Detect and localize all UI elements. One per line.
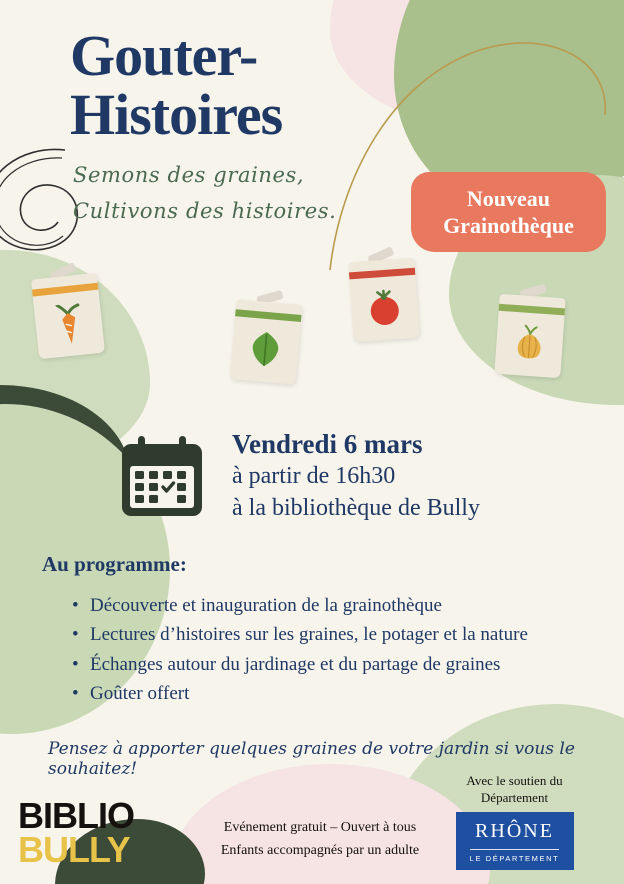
lettuce-seed-packet	[230, 299, 303, 384]
rhone-logo	[456, 812, 574, 870]
footer-info-line-1: Evénement gratuit – Ouvert à tous	[223, 820, 417, 836]
tomato-seed-packet	[348, 257, 419, 341]
carrot-seed-packet	[31, 272, 105, 358]
carrot-icon	[47, 302, 91, 350]
partner-block	[427, 772, 602, 870]
badge-line-2: Grainothèque	[443, 213, 574, 238]
programme-heading: Au programme:	[42, 551, 187, 576]
page-title	[70, 0, 584, 148]
footer-info-line-2: Enfants accompagnés par un adulte	[220, 842, 420, 858]
title-line-1: Gouter-	[70, 23, 258, 88]
biblio-bully-logo	[18, 795, 134, 870]
event-date: Vendredi 6 mars	[232, 428, 423, 459]
seed-packets-illustration	[40, 254, 584, 404]
calendar-icon	[118, 432, 206, 520]
rhone-logo-subtitle: LE DÉPARTEMENT	[470, 849, 560, 863]
logo-line-2: BULLY	[18, 828, 130, 870]
leaf-icon	[243, 328, 288, 370]
onion-seed-packet	[494, 293, 565, 377]
event-location: à la bibliothèque de Bully	[232, 494, 480, 521]
onion-icon	[508, 322, 551, 365]
footer-info	[200, 817, 440, 862]
logo-line-1: BIBLIO	[18, 795, 134, 837]
list-item: • Lectures d’histoires sur les graines, le potager et la nature	[72, 620, 584, 649]
bring-seeds-note: Pensez à apporter quelques graines de votre jardin si vous le souhaitez!	[48, 738, 575, 779]
subtitle-line-1: Semons des graines,	[73, 163, 305, 188]
badge-line-1: Nouveau	[466, 185, 551, 211]
partner-line-1: Avec le soutien du	[466, 772, 563, 788]
partner-line-2: Département	[480, 790, 549, 806]
programme-list	[72, 591, 584, 709]
event-date-block	[118, 428, 584, 524]
partner-support-text	[427, 772, 602, 807]
tomato-icon	[363, 286, 406, 329]
list-item: • Goûter offert	[72, 679, 584, 708]
poster-footer	[0, 754, 624, 884]
event-time: à partir de 16h30	[232, 463, 396, 490]
list-item: • Découverte et inauguration de la grainothèque	[72, 591, 584, 620]
subtitle-line-2: Cultivons des histoires.	[73, 199, 337, 223]
list-item: • Échanges autour du jardinage et du partage de graines	[72, 650, 584, 679]
nouveau-grainotheque-badge	[411, 172, 606, 252]
title-line-2: Histoires	[70, 82, 283, 148]
rhone-logo-name: RHÔNE	[475, 819, 554, 842]
